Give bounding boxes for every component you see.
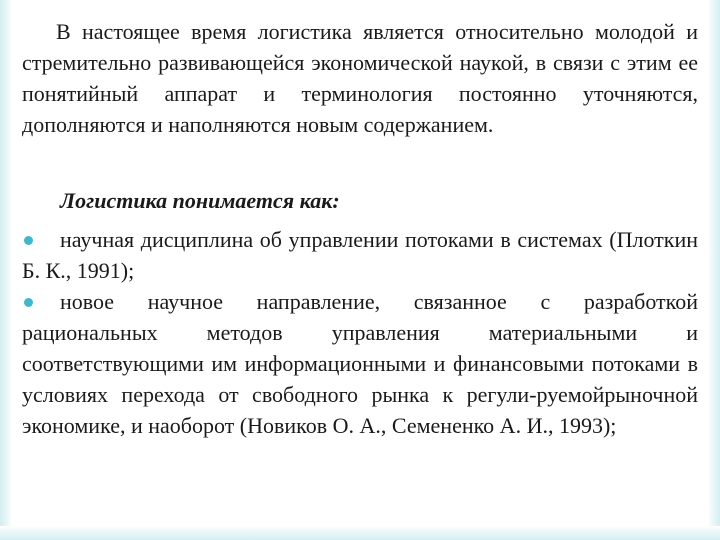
list-item-text: новое научное направление, связанное с разработкой рациональных методов управления материальными и соответствующими им информационными и финансовыми потоками в условиях перехода от свободного рынка к регули-руемойрыночной экономике, и наоборот (Новиков О. А., Семененко А. И., 1993); — [22, 289, 698, 438]
bullet-icon — [24, 298, 33, 307]
slide-frame-bottom — [0, 526, 720, 540]
definitions-list — [22, 224, 698, 441]
slide-content — [22, 16, 698, 441]
list-item — [22, 224, 698, 286]
intro-paragraph: В настоящее время логистика является относительно молодой и стремительно развивающейся экономической наукой, в связи с этим ее понятийный аппарат и терминология постоянно уточняются, дополняются и наполняются новым содержанием. — [22, 19, 698, 137]
bullet-icon — [24, 236, 33, 245]
slide-frame-left — [0, 0, 12, 540]
definitions-heading: Логистика понимается как: — [60, 188, 340, 213]
list-item-text: научная дисциплина об управлении потоками в системах (Плоткин Б. К., 1991); — [22, 227, 698, 283]
list-item — [22, 286, 698, 441]
slide-frame-right — [708, 0, 720, 540]
